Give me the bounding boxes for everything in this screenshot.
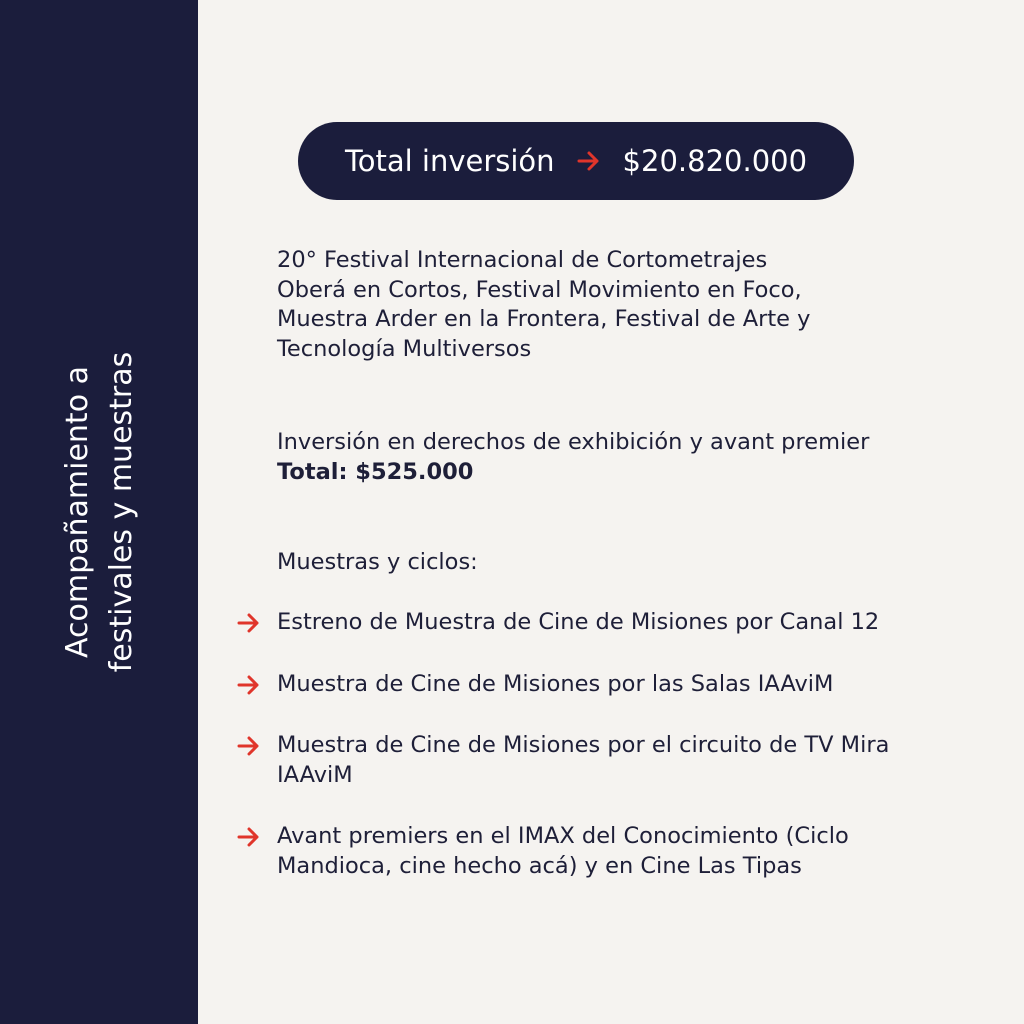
sidebar-title bbox=[56, 162, 144, 862]
sidebar-title-line-2: festivales y muestras bbox=[104, 351, 139, 673]
list-item bbox=[237, 822, 967, 881]
sidebar-panel bbox=[0, 0, 198, 1024]
exhibition-rights-total: Total: $525.000 bbox=[277, 458, 474, 485]
total-investment-amount: $20.820.000 bbox=[622, 144, 808, 178]
total-investment-label: Total inversión bbox=[344, 144, 555, 178]
arrow-right-icon bbox=[237, 735, 261, 757]
list-item-text: Estreno de Muestra de Cine de Misiones por Canal 12 bbox=[277, 609, 880, 635]
list-item bbox=[237, 731, 967, 790]
list-item bbox=[237, 670, 967, 700]
muestras-heading: Muestras y ciclos: bbox=[277, 549, 478, 575]
festivals-list-text: 20° Festival Internacional de Cortometrajes Oberá en Cortos, Festival Movimiento en Foco, Muestra Arder en la Frontera, Festival de Arte y Tecnología Multiversos bbox=[277, 247, 811, 362]
muestras-list bbox=[237, 608, 967, 913]
list-item bbox=[237, 608, 967, 638]
exhibition-rights-text: Inversión en derechos de exhibición y avant premier bbox=[277, 429, 870, 455]
list-item-text: Muestra de Cine de Misiones por el circuito de TV Mira IAAviM bbox=[277, 732, 890, 788]
arrow-right-icon bbox=[577, 150, 601, 172]
exhibition-rights-block bbox=[277, 428, 977, 487]
total-investment-badge bbox=[298, 122, 854, 200]
arrow-right-icon bbox=[237, 674, 261, 696]
list-item-text: Avant premiers en el IMAX del Conocimiento (Ciclo Mandioca, cine hecho acá) y en Cine Las Tipas bbox=[277, 823, 849, 879]
arrow-right-icon bbox=[237, 612, 261, 634]
list-item-text: Muestra de Cine de Misiones por las Salas IAAviM bbox=[277, 670, 834, 697]
sidebar-title-line-1: Acompañamiento a bbox=[60, 366, 95, 658]
arrow-right-icon bbox=[237, 826, 261, 848]
